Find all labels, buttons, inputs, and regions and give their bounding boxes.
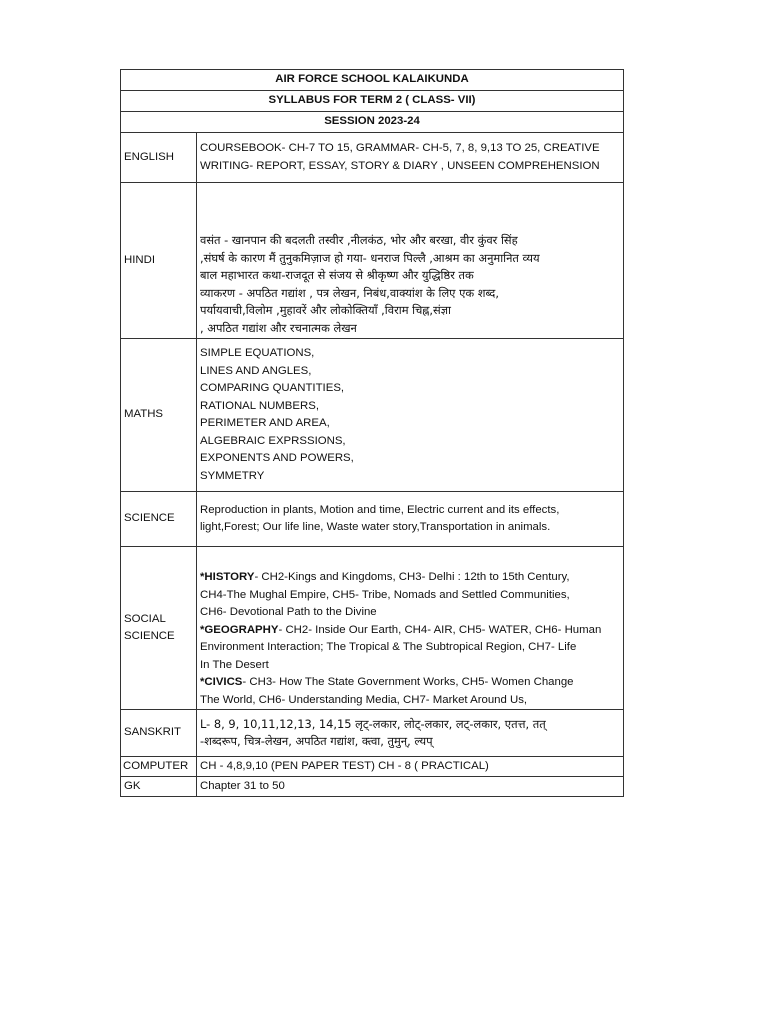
subject-label-science: SCIENCE <box>121 492 197 547</box>
subject-row-gk <box>121 777 624 797</box>
subject-content-science <box>197 492 624 547</box>
social-label-line: SOCIAL <box>124 612 166 625</box>
school-title: AIR FORCE SCHOOL KALAIKUNDA <box>121 70 624 91</box>
subject-row-maths <box>121 339 624 492</box>
subject-row-hindi <box>121 183 624 339</box>
hindi-line: पर्यायवाची,विलोम ,मुहावरें और लोकोक्तियाँ ,विराम चिह्न,संज्ञा <box>200 303 451 317</box>
history-line: CH6- Devotional Path to the Divine <box>200 606 377 618</box>
subject-label-sanskrit: SANSKRIT <box>121 710 197 757</box>
maths-topic: RATIONAL NUMBERS, <box>200 399 319 412</box>
subject-content-hindi <box>197 183 624 339</box>
science-line: light,Forest; Our life line, Waste water story,Transportation in animals. <box>200 521 551 533</box>
subject-label-hindi: HINDI <box>121 183 197 339</box>
social-label-line: SCIENCE <box>124 630 175 642</box>
maths-topic: EXPONENTS AND POWERS, <box>200 452 354 464</box>
maths-topic: ALGEBRAIC EXPRSSIONS, <box>200 434 346 447</box>
subject-label-gk: GK <box>121 777 197 797</box>
subject-row-sanskrit <box>121 710 624 757</box>
subject-content-maths <box>197 339 624 492</box>
syllabus-table <box>120 69 624 797</box>
history-line <box>200 569 620 587</box>
geography-line <box>200 622 620 640</box>
header-row-syllabus <box>121 91 624 112</box>
subject-content-social-science <box>197 547 624 710</box>
sanskrit-line: -शब्दरूप, चित्र-लेखन, अपठित गद्यांश, क्त्वा, तुमुन्, ल्यप् <box>200 734 433 748</box>
hindi-line: वसंत - खानपान की बदलती तस्वीर ,नीलकंठ, भोर और बरखा, वीर कुंवर सिंह <box>200 233 518 247</box>
science-line: Reproduction in plants, Motion and time, Electric current and its effects, <box>200 503 560 516</box>
hindi-line: बाल महाभारत कथा-राजदूत से संजय से श्रीकृष्ण और युद्धिष्ठिर तक <box>200 268 474 282</box>
subject-label-computer: COMPUTER <box>121 757 197 777</box>
hindi-line: ,संघर्ष के कारण मैं तुनुकमिज़ाज हो गया- धनराज पिल्लै ,आश्रम का अनुमानित व्यय <box>200 250 540 265</box>
subject-row-science <box>121 492 624 547</box>
session-title: SESSION 2023-24 <box>121 112 624 133</box>
civics-line: The World, CH6- Understanding Media, CH7- Market Around Us, <box>200 693 528 706</box>
geography-line: In The Desert <box>200 658 269 671</box>
subject-row-social-science <box>121 547 624 710</box>
syllabus-title: SYLLABUS FOR TERM 2 ( CLASS- VII) <box>121 91 624 112</box>
geography-line: Environment Interaction; The Tropical & The Subtropical Region, CH7- Life <box>200 641 577 653</box>
subject-content-gk: Chapter 31 to 50 <box>197 777 624 797</box>
history-text: - CH2-Kings and Kingdoms, CH3- Delhi : 12th to 15th Century, <box>254 571 570 583</box>
subject-label-social-science <box>121 547 197 710</box>
maths-topic: PERIMETER AND AREA, <box>200 417 330 429</box>
subject-label-maths: MATHS <box>121 339 197 492</box>
hindi-line: , अपठित गद्यांश और रचनात्मक लेखन <box>200 320 357 335</box>
civics-text: - CH3- How The State Government Works, CH5- Women Change <box>242 676 574 688</box>
maths-topic: LINES AND ANGLES, <box>200 364 312 377</box>
hindi-line: व्याकरण - अपठित गद्यांश , पत्र लेखन, निबंध,वाक्यांश के लिए एक शब्द, <box>200 285 499 300</box>
subject-content-english <box>197 133 624 183</box>
english-line: WRITING- REPORT, ESSAY, STORY & DIARY , UNSEEN COMPREHENSION <box>200 159 600 172</box>
subject-content-computer: CH - 4,8,9,10 (PEN PAPER TEST) CH - 8 ( PRACTICAL) <box>197 757 624 777</box>
subject-row-computer <box>121 757 624 777</box>
subject-content-sanskrit <box>197 710 624 757</box>
geography-heading: *GEOGRAPHY <box>200 623 279 636</box>
maths-topic: COMPARING QUANTITIES, <box>200 382 345 394</box>
geography-text: - CH2- Inside Our Earth, CH4- AIR, CH5- WATER, CH6- Human <box>278 623 602 636</box>
maths-topic: SYMMETRY <box>200 469 265 482</box>
history-heading: *HISTORY <box>200 571 255 583</box>
history-line: CH4-The Mughal Empire, CH5- Tribe, Nomads and Settled Communities, <box>200 588 570 601</box>
subject-row-english <box>121 133 624 183</box>
civics-line <box>200 674 620 692</box>
maths-topic: SIMPLE EQUATIONS, <box>200 347 315 359</box>
header-row-school <box>121 70 624 91</box>
sanskrit-line: L- 8, 9, 10,11,12,13, 14,15 लृट्-लकार, लोट्-लकार, लट्-लकार, एतत्त, तत् <box>200 716 546 731</box>
header-row-session <box>121 112 624 133</box>
subject-label-english: ENGLISH <box>121 133 197 183</box>
english-line: COURSEBOOK- CH-7 TO 15, GRAMMAR- CH-5, 7, 8, 9,13 TO 25, CREATIVE <box>200 142 600 154</box>
civics-heading: *CIVICS <box>200 676 243 688</box>
